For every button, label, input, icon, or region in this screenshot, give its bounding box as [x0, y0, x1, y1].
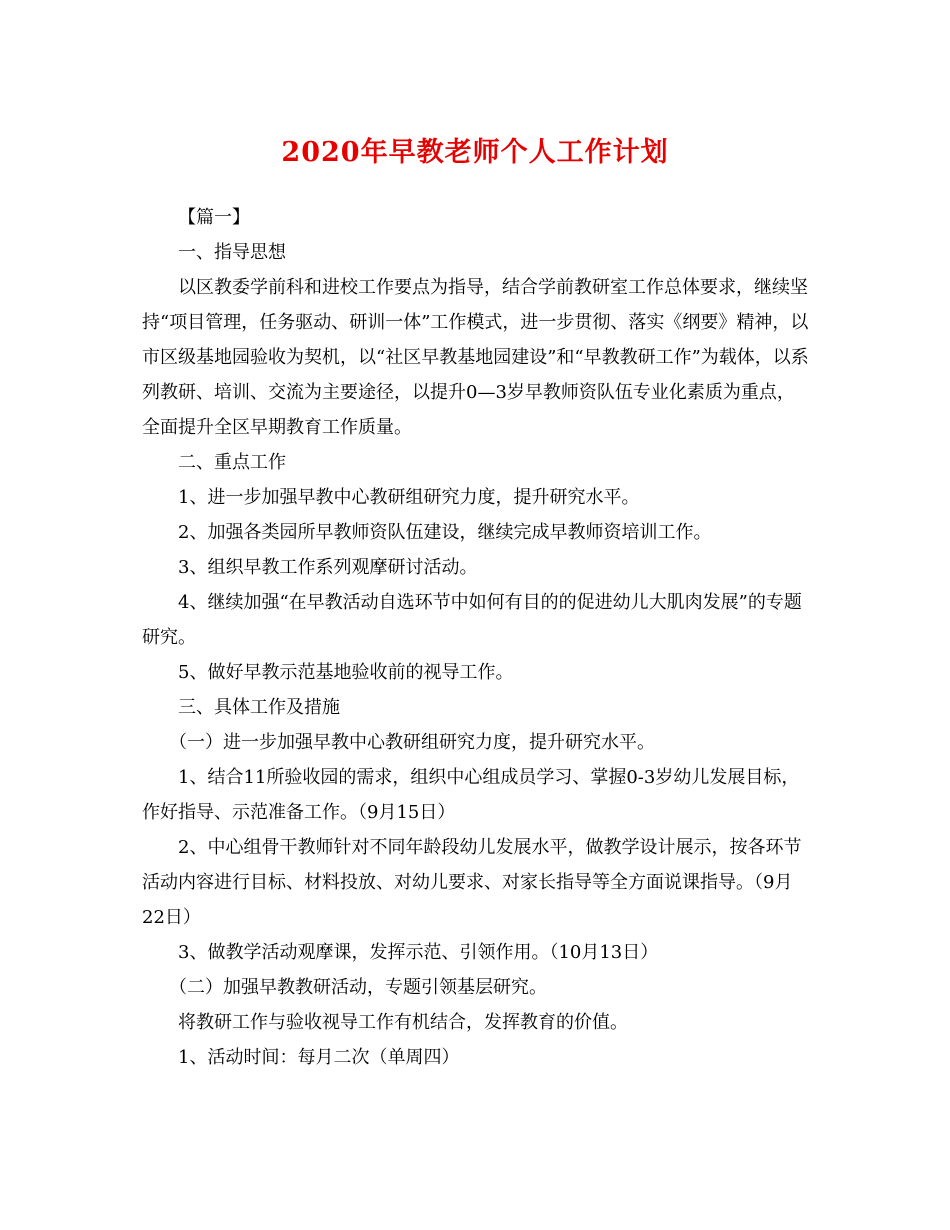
- document-title: 2020年早教老师个人工作计划: [281, 137, 669, 168]
- section-marker: 【篇一】: [178, 207, 250, 228]
- heading-specific-work: 三、具体工作及措施: [178, 697, 340, 718]
- list-item: 4、继续加强“在早教活动自选环节中如何有目的的促进幼儿大肌肉发展”的专题研究。: [142, 592, 802, 648]
- subheading-one: （一）进一步加强早教中心教研组研究力度，提升研究水平。: [169, 732, 655, 753]
- document-body: [142, 200, 812, 1075]
- list-item: 2、加强各类园所早教师资队伍建设，继续完成早教师资培训工作。: [178, 522, 712, 543]
- list-item: 1、进一步加强早教中心教研组研究力度，提升研究水平。: [178, 487, 640, 508]
- heading-key-work: 二、重点工作: [178, 452, 286, 473]
- heading-guiding-ideology: 一、指导思想: [178, 242, 286, 263]
- list-item: 1、结合11所验收园的需求，组织中心组成员学习、掌握0-3岁幼儿发展目标，作好指导、示范准备工作。（9月15日）: [142, 767, 800, 823]
- paragraph-guiding-ideology: 以区教委学前科和进校工作要点为指导，结合学前教研室工作总体要求，继续坚持“项目管理，任务驱动、研训一体”工作模式，进一步贯彻、落实《纲要》精神，以市区级基地园验收为契机，以“社区早教基地园建设”和“早教教研工作”为载体，以系列教研、培训、交流为主要途径，以提升0—3岁早教师资队伍专业化素质为重点，全面提升全区早期教育工作质量。: [142, 277, 809, 438]
- list-item: 1、活动时间：每月二次（单周四）: [178, 1047, 460, 1068]
- list-item: 3、组织早教工作系列观摩研讨活动。: [178, 557, 478, 578]
- list-item: 2、中心组骨干教师针对不同年龄段幼儿发展水平，做教学设计展示，按各环节活动内容进行目标、材料投放、对幼儿要求、对家长指导等全方面说课指导。（9月22日）: [142, 837, 802, 928]
- paragraph-research-combined: 将教研工作与验收视导工作有机结合，发挥教育的价值。: [178, 1012, 628, 1033]
- list-item: 5、做好早教示范基地验收前的视导工作。: [178, 662, 514, 683]
- subheading-two: （二）加强早教教研活动，专题引领基层研究。: [169, 977, 547, 998]
- list-item: 3、做教学活动观摩课，发挥示范、引领作用。（10月13日）: [178, 942, 659, 963]
